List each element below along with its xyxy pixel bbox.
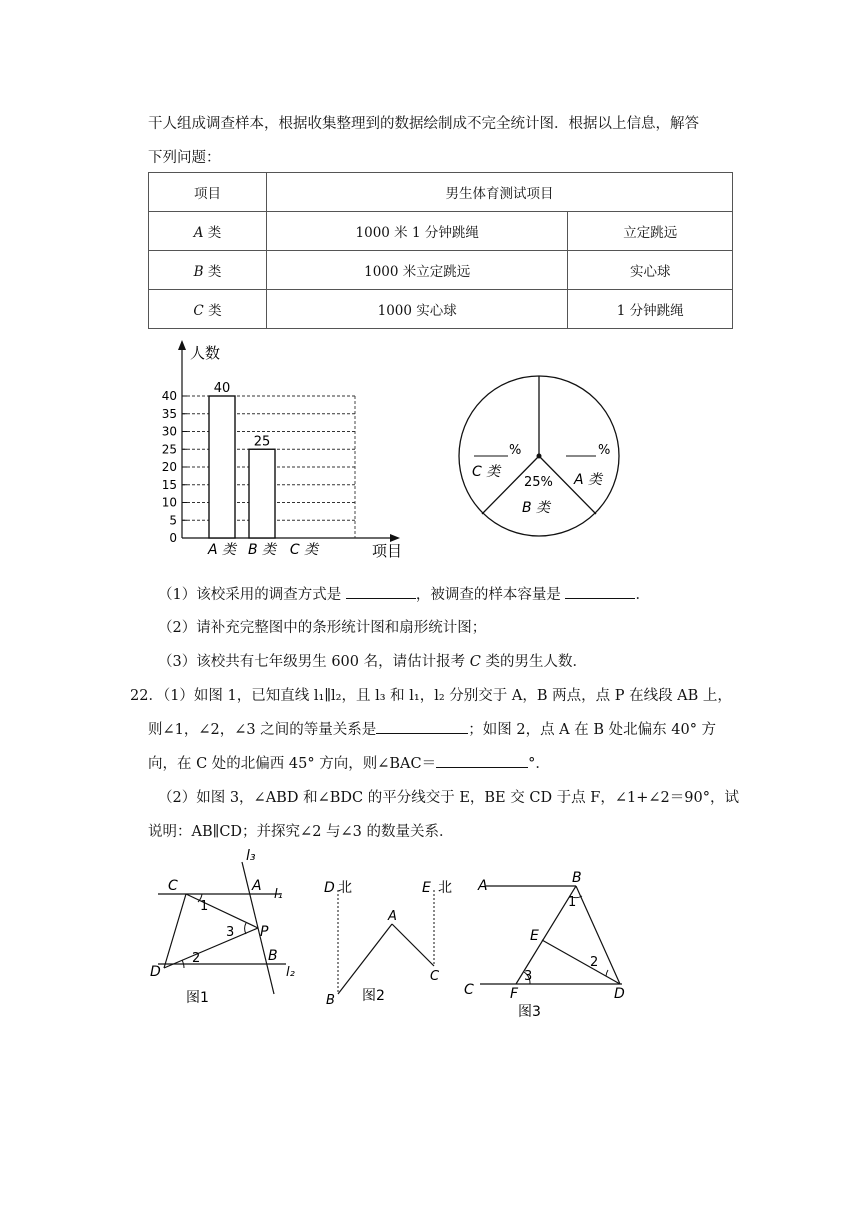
svg-text:图1: 图1	[186, 990, 209, 1006]
bar-data-label: 40	[213, 381, 231, 396]
question-1: （1）该校采用的调查方式是 ，被调查的样本容量是 ．	[158, 587, 650, 603]
pie-b-label: B 类	[522, 500, 551, 516]
answer-blank[interactable]	[436, 755, 528, 768]
pie-c-label: C 类	[472, 464, 501, 480]
y-tick-label: 0	[169, 531, 177, 545]
pie-c-pct-sign: %	[509, 443, 522, 458]
pie-center	[537, 454, 542, 459]
bar-data-label: 25	[253, 434, 271, 450]
answer-blank[interactable]	[376, 721, 468, 734]
y-axis-arrow	[178, 340, 186, 350]
x-tick-label: A 类	[207, 542, 237, 558]
svg-text:3: 3	[226, 925, 235, 940]
svg-text:C: C	[464, 982, 474, 998]
svg-text:1: 1	[568, 895, 577, 910]
bar-chart	[150, 336, 420, 568]
svg-text:3: 3	[524, 969, 533, 984]
svg-text:D: D	[324, 880, 335, 896]
test-items-table	[148, 172, 733, 329]
svg-text:D: D	[150, 964, 161, 980]
y-tick-label: 40	[161, 389, 177, 403]
x-axis-label: 项目	[372, 542, 403, 560]
problem-22-line-2: 则∠1，∠2，∠3 之间的等量关系是 ；如图 2，点 A 在 B 处北偏东 40° 方	[148, 722, 717, 738]
svg-text:E: E	[422, 880, 431, 896]
answer-blank[interactable]	[346, 586, 416, 599]
svg-text:北: 北	[338, 880, 352, 896]
y-axis-label: 人数	[190, 344, 221, 362]
table-row	[149, 251, 733, 290]
table-cell: 1000 实心球	[267, 290, 568, 329]
svg-text:P: P	[260, 924, 269, 940]
pie-chart	[458, 372, 638, 542]
row-label: A 类	[149, 212, 267, 251]
table-header-row	[149, 173, 733, 212]
row-label: C 类	[149, 290, 267, 329]
y-tick-label: 20	[161, 460, 177, 474]
y-tick-label: 15	[161, 477, 177, 492]
table-cell: 1 分钟跳绳	[568, 290, 733, 329]
question-3: （3）该校共有七年级男生 600 名，请估计报考 C 类的男生人数．	[158, 654, 587, 670]
x-tick-label: C 类	[289, 542, 319, 558]
problem-22-line-5: 说明：AB∥CD；并探究∠2 与∠3 的数量关系．	[148, 824, 454, 840]
bar	[249, 449, 275, 538]
intro-line-2: 下列问题：	[148, 150, 221, 166]
svg-text:C: C	[430, 969, 440, 984]
pie-a-pct-sign: %	[598, 443, 611, 458]
y-tick-label: 25	[161, 442, 177, 457]
table-header-tests: 男生体育测试项目	[267, 173, 733, 212]
svg-text:B: B	[268, 948, 278, 964]
figure-2	[316, 866, 466, 1016]
answer-blank[interactable]	[565, 586, 635, 599]
svg-text:B: B	[572, 870, 582, 886]
figure-1	[140, 844, 310, 1014]
x-tick-label: B 类	[247, 542, 277, 558]
intro-line-1: 干人组成调查样本，根据收集整理到的数据绘制成不完全统计图．根据以上信息，解答	[148, 116, 699, 132]
problem-22-line-1: 22．（1）如图 1，已知直线 l₁∥l₂，且 l₃ 和 l₁，l₂ 分别交于 A，B 两点，点 P 在线段 AB 上，	[130, 688, 732, 704]
pie-b-pct: 25%	[524, 475, 553, 490]
figure-3	[464, 870, 648, 1030]
problem-22-line-3: 向，在 C 处的北偏西 45° 方向，则∠BAC＝ °．	[148, 756, 550, 772]
bar	[209, 396, 235, 538]
y-tick-label: 35	[161, 406, 177, 421]
svg-text:B: B	[326, 993, 335, 1008]
svg-text:l₁: l₁	[274, 887, 283, 902]
svg-text:图2: 图2	[362, 988, 385, 1004]
y-tick-label: 30	[161, 424, 177, 439]
svg-text:A: A	[252, 878, 262, 894]
svg-text:图3: 图3	[518, 1004, 541, 1020]
svg-text:l₃: l₃	[246, 848, 256, 864]
table-cell: 1000 米立定跳远	[267, 251, 568, 290]
question-2: （2）请补充完整图中的条形统计图和扇形统计图；	[158, 620, 487, 636]
svg-text:D: D	[614, 986, 625, 1002]
svg-text:F: F	[510, 986, 519, 1002]
table-cell: 实心球	[568, 251, 733, 290]
y-tick-label: 5	[169, 513, 177, 528]
svg-text:A: A	[388, 909, 397, 924]
x-axis-arrow	[390, 534, 400, 542]
table-cell: 立定跳远	[568, 212, 733, 251]
svg-text:北: 北	[438, 880, 452, 896]
svg-text:C: C	[168, 878, 178, 894]
svg-text:A: A	[478, 878, 488, 894]
y-tick-label: 10	[161, 495, 177, 510]
table-row	[149, 290, 733, 329]
table-row	[149, 212, 733, 251]
table-cell: 1000 米 1 分钟跳绳	[267, 212, 568, 251]
svg-text:1: 1	[200, 899, 209, 914]
problem-22-line-4: （2）如图 3，∠ABD 和∠BDC 的平分线交于 E，BE 交 CD 于点 F，∠1+∠2＝90°，试	[158, 790, 739, 806]
svg-text:E: E	[530, 928, 539, 944]
svg-text:l₂: l₂	[286, 965, 295, 980]
pie-a-label: A 类	[574, 472, 603, 488]
row-label: B 类	[149, 251, 267, 290]
svg-text:2: 2	[192, 951, 201, 966]
table-header-item: 项目	[149, 173, 267, 212]
svg-text:2: 2	[590, 955, 599, 970]
